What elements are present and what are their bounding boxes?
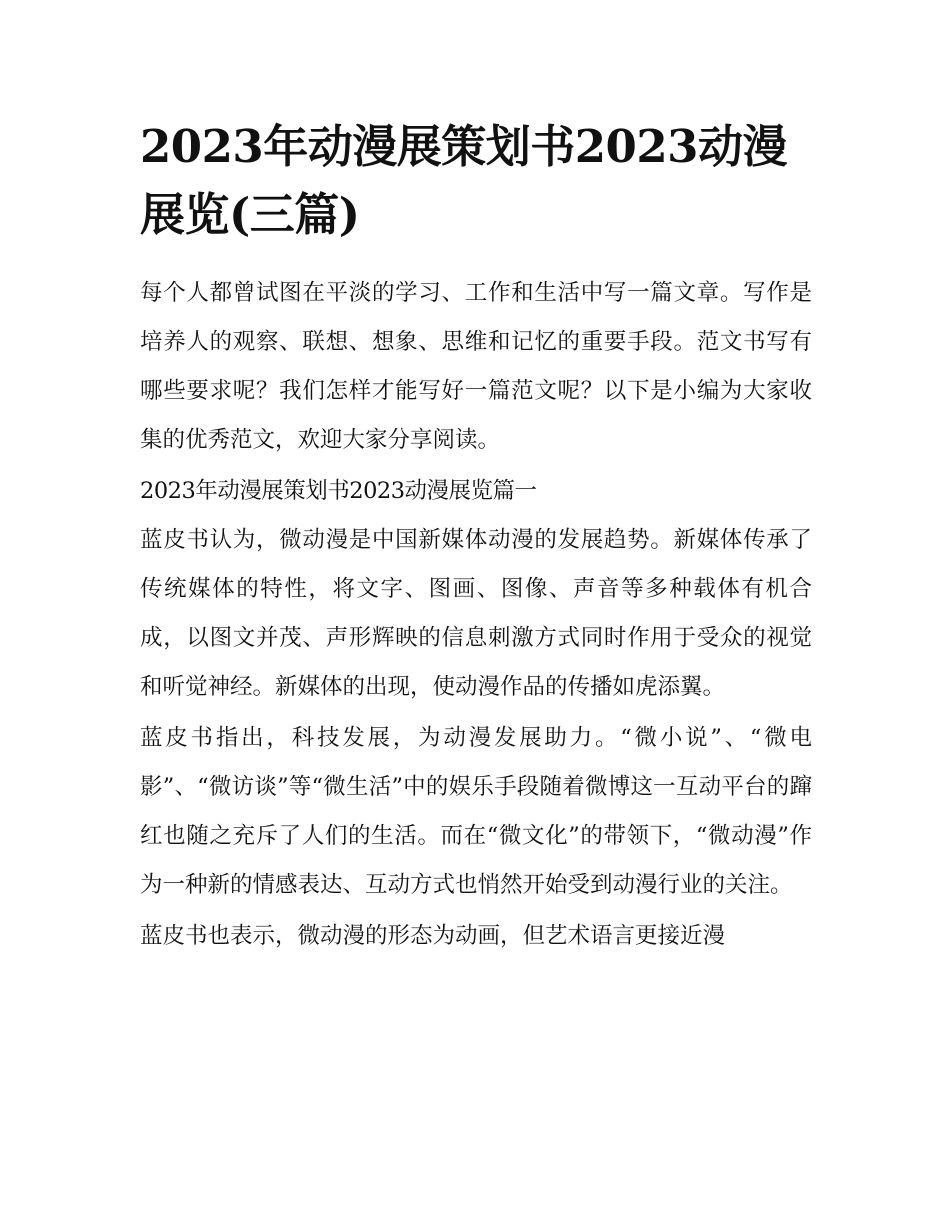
document-title: 2023年动漫展策划书2023动漫展览(三篇): [140, 120, 787, 241]
section-heading: 2023年动漫展策划书2023动漫展览篇一: [140, 478, 537, 504]
intro-paragraph: 每个人都曾试图在平淡的学习、工作和生活中写一篇文章。写作是培养人的观察、联想、想象、思维和记忆的重要手段。范文书写有哪些要求呢？我们怎样才能写好一篇范文呢？以下是小编为大家收集的优秀范文，欢迎大家分享阅读。: [140, 280, 812, 453]
body-paragraph-1: 蓝皮书认为，微动漫是中国新媒体动漫的发展趋势。新媒体传承了传统媒体的特性，将文字、图画、图像、声音等多种载体有机合成，以图文并茂、声形辉映的信息刺激方式同时作用于受众的视觉和听觉神经。新媒体的出现，使动漫作品的传播如虎添翼。: [140, 527, 812, 700]
document-body: [140, 113, 812, 961]
body-paragraph-3: 蓝皮书也表示，微动漫的形态为动画，但艺术语言更接近漫: [140, 923, 726, 949]
body-paragraph-2: 蓝皮书指出，科技发展，为动漫发展助力。“微小说”、“微电影”、“微访谈”等“微生活”中的娱乐手段随着微博这一互动平台的蹿红也随之充斥了人们的生活。而在“微文化”的带领下，“微动漫”作为一种新的情感表达、互动方式也悄然开始受到动漫行业的关注。: [140, 725, 812, 898]
